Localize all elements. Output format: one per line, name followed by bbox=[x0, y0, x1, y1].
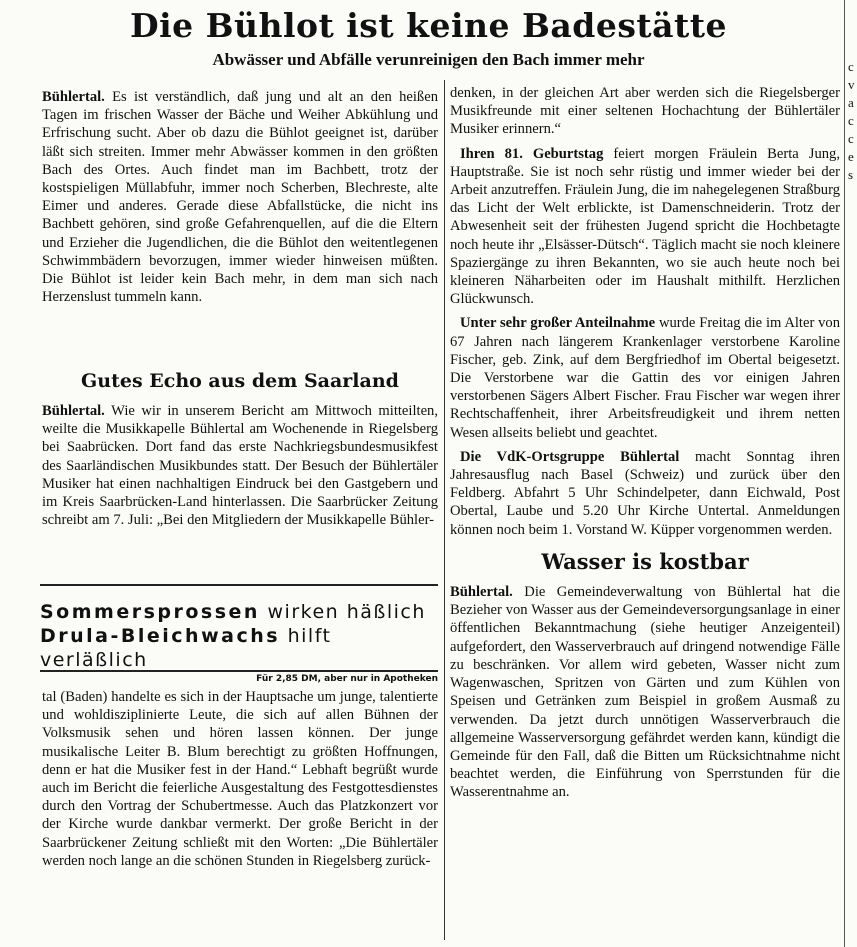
wasser-place: Bühlertal. bbox=[450, 584, 513, 601]
page-edge-divider bbox=[844, 0, 845, 947]
saarland-title: Gutes Echo aus dem Saarland bbox=[81, 370, 399, 392]
vdk-lead: Die VdK-Ortsgruppe Bühlertal bbox=[460, 448, 680, 465]
main-article bbox=[42, 88, 438, 306]
ad-text-line1: wirken häßlich bbox=[267, 601, 426, 623]
wasser-title: Wasser is kostbar bbox=[541, 548, 749, 574]
funeral-lead: Unter sehr großer Anteilnahme bbox=[460, 315, 656, 332]
saarland-article bbox=[42, 402, 438, 529]
edge-fragment: s bbox=[848, 167, 854, 182]
main-article-body: Es ist verständlich, daß jung und alt an den heißen Tagen im frischen Wasser der Bäche und Weiher Abkühlung und Erfrischung sucht. Aber ob dazu die Bühlot geeignet ist, darüber läßt sich streiten. Immer mehr Abwässer kommen in den größten Bach des Ortes. Auch findet man im Bachbett, trotz der kostspieligen Müllabfuhr, immer noch Scherben, Blechreste, alte Eimer und anderes. Gerade diese Abfallstücke, die nicht ins Bachbett gehören, sind große Gefahrenquellen, auf die die Eltern und Erzieher die Jugendlichen, die die Bühlot den weitentlegenen Schwimmbädern bevorzugen, immer wieder hinweisen müßten. Die Bühlot ist leider kein Bach mehr, in dem man sich nach Herzenslust tummeln kann. bbox=[42, 89, 438, 306]
ad-product-line1: Sommersprossen bbox=[40, 601, 260, 623]
edge-fragment: a bbox=[848, 95, 854, 110]
saarland-body: Wie wir in unserem Bericht am Mittwoch mitteilten, weilte die Musikkapelle Bühlertal am Wochenende in Riegelsberg bei Saabrücken. Dort fand das erste Nachkriegsbundesmusikfest des Saarländischen Musikbundes statt. Der Besuch der Bühlertäler Musiker hat einen nachhaltigen Eindruck bei den Gastgebern und im Kreis Saarbrücken-Land hinterlassen. Die Saarbrücker Zeitung schreibt am 7. Juli: „Bei den Mitgliedern der Musikkapelle Bühler- bbox=[42, 403, 438, 529]
ad-product-name: Drula-Bleichwachs bbox=[40, 625, 281, 647]
edge-fragment: v bbox=[848, 77, 855, 92]
saarland-continuation-text: tal (Baden) handelte es sich in der Hauptsache um junge, talentierte und wohldisziplinierte Leute, die sich auf allen Bühnen der Volksmusik sehen und hören lassen können. Der junge musikalische Leiter B. Blum berechtigt zu größten Hoffnungen, denn er hat die Musiker fest in der Hand.“ Lebhaft begrüßt wurde auch im Bericht die feierliche Ausgestaltung des Festgottesdienstes durch den Vortrag der Schubertmesse. Auch das Platzkonzert vor der Kirche wurde dankbar vermerkt. Der große Bericht in der Saarbrückener Zeitung schließt mit den Worten: „Die Bühlertäler werden noch lange an die schönen Stunden in Riegelsberg zurück- bbox=[42, 689, 438, 869]
main-headline: Die Bühlot ist keine Badestätte bbox=[129, 6, 728, 45]
vdk-body: macht Sonntag ihren Jahresausflug nach Basel (Schweiz) und zurück über den Feldberg. Abfahrt 5 Uhr Schindelpeter, dann Eichwald, Post Obertal, Laube und 5.20 Uhr Kirche Untertal. Anmeldungen können noch beim 1. Vorstand W. Küpper vorgenommen werden. bbox=[450, 448, 840, 538]
main-article-place: Bühlertal. bbox=[42, 89, 105, 105]
saarland-continuation bbox=[42, 688, 438, 870]
advertisement-box bbox=[40, 584, 438, 684]
right-column bbox=[450, 84, 840, 802]
ad-text-line2: hilft verläßlich bbox=[40, 625, 332, 671]
column-divider bbox=[444, 80, 445, 940]
saarland-place: Bühlertal. bbox=[42, 403, 105, 419]
edge-fragment: c bbox=[848, 113, 854, 128]
birthday-body: feiert morgen Fräulein Berta Jung, Hauptstraße. Sie ist noch sehr rüstig und immer wieder bei der Arbeit anzutreffen. Fräulein Jung, die im nahegelegenen Straßburg das Licht der Welt erblickte, ist Damenschneiderin. Trotz der Abwesenheit seit der frühesten Jugend spricht die Hochbetagte noch heute ihr „Elsässer-Dütsch“. Täglich macht sie noch kleinere Spaziergänge zu ihren Bekannten, wo sie auch heute noch bei kleineren Näharbeiten oder im Haushalt mithilft. Herzlichen Glückwunsch. bbox=[450, 145, 840, 308]
edge-fragment: c bbox=[848, 59, 854, 74]
main-subheadline: Abwässer und Abfälle verunreinigen den Bach immer mehr bbox=[212, 50, 645, 69]
saarland-column2-text: denken, in der gleichen Art aber werden sich die Riegelsberger Musikfreunde mit einer seltenen Hochachtung der Bühlertäler Musiker erinnern.“ bbox=[450, 85, 840, 138]
edge-fragment: e bbox=[848, 149, 854, 164]
wasser-body: Die Gemeindeverwaltung von Bühlertal hat die Bezieher von Wasser aus der Gemeindeversorgungsanlage in einer öffentlichen Bekanntmachung (siehe heutiger Anzeigenteil) aufgefordert, den Wasserverbrauch auf dringend notwendige Fälle zu beschränken. Vor allem wird gebeten, Wasser nicht zum Wagenwaschen, Spritzen von Gärten und zum Kühlen von Speisen und Getränken zum Beispiel in großem Ausmaß zu verwenden. Da jetzt durch unnötigen Wasserverbrauch die allgemeine Wasserversorgung gefährdet werden kann, kündigt die Gemeinde für den Fall, daß die Bitten um Rücksichtnahme nicht beachtet werden, die Einführung von Sperrstunden für die Wasserentnahme an. bbox=[450, 584, 840, 801]
edge-fragment: c bbox=[848, 131, 854, 146]
birthday-lead: Ihren 81. Geburtstag bbox=[460, 145, 604, 162]
funeral-body: wurde Freitag die im Alter von 67 Jahren nach längerem Krankenlager verstorbene Karoline Fischer, geb. Zink, auf dem Bergfriedhof im Obertal beigesetzt. Die Verstorbene war die Gattin des vor einigen Jahren verstorbenen Sägers Albert Fischer. Frau Fischer war wegen ihrer Rechtschaffenheit, ihrer Arbeitsfreudigkeit und ihrem netten Wesen allseits beliebt und geachtet. bbox=[450, 315, 840, 441]
ad-price: Für 2,85 DM, aber nur in Apotheken bbox=[256, 674, 438, 684]
